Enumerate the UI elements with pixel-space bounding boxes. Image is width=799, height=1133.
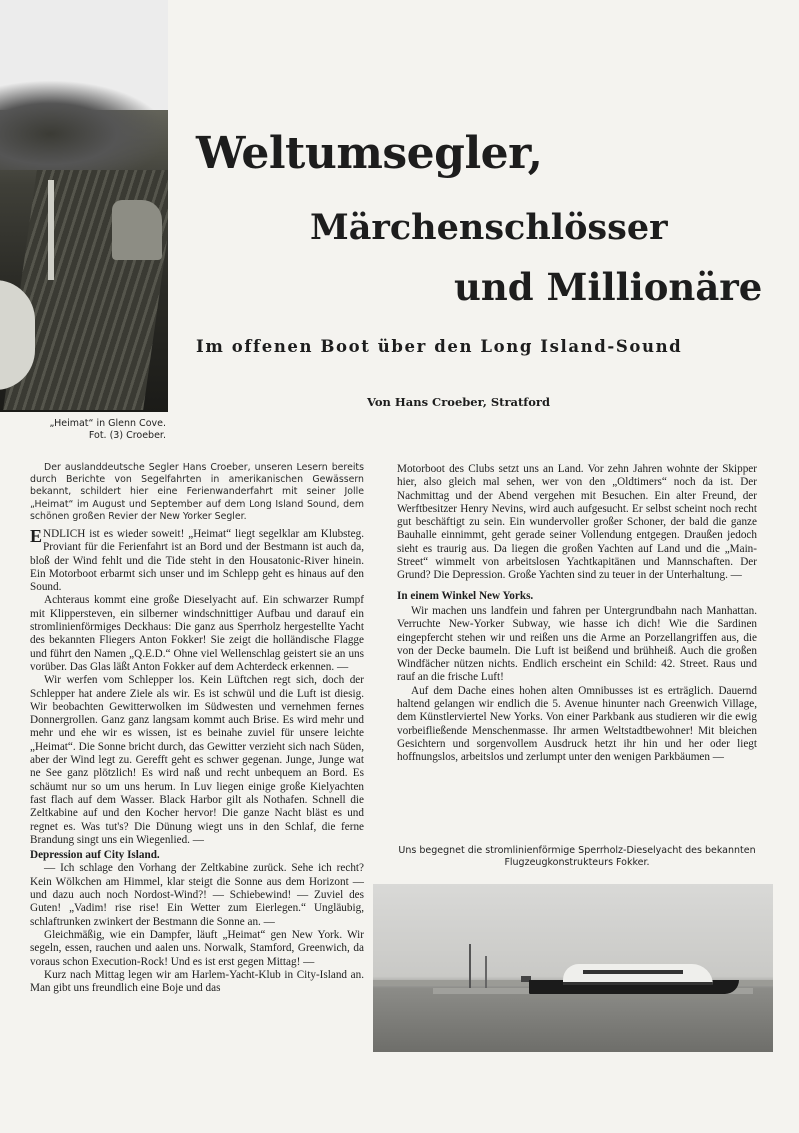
- column-right: [397, 463, 757, 765]
- column-left: [30, 528, 364, 995]
- drop-cap: E: [30, 526, 43, 546]
- paragraph: Kurz nach Mittag legen wir am Harlem-Yacht-Klub in City-Island an. Man gibt uns freundlich eine Boje und das: [30, 968, 364, 995]
- caption-line-2: Fot. (3) Croeber.: [88, 430, 166, 441]
- paragraph: ENDLICH ist es wieder soweit! „Heimat“ liegt segelklar am Klubsteg. Proviant für die Ferienfahrt ist an Bord und der Bestmann ist auch da, bloß der Wind fehlt und die Tide steht in den Housatonic-River hinein. Ein Motorboot erbarmt sich unser und im Schlepp geht es hinaus auf den Sound.: [30, 526, 364, 594]
- photo-heimat-glenn-cove: [0, 0, 168, 412]
- paragraph: Wir werfen vom Schlepper los. Kein Lüftchen regt sich, doch der Schlepper hat andere Ziele als wir. Es ist schwül und die Luft ist diesig. Wir beobachten Gewitterwolken im Südwesten und vernehmen fernes Donnergrollen. Ganz ganz langsam kommt auch Brise. Es wird mehr und mehr und ehe wir es wissen, ist es beinahe zuviel für unsere leichte „Heimat“. Die Sonne bricht durch, das Gewitter verzieht sich nach Süden, aber der Wind legt zu. Gerefft geht es schwer gegenan. Junge, Junge wat ne See ganz plötzlich! Es wird naß und recht unbequem an Bord. Es schäumt nur so um uns herum. In Luv liegen einige große Kielyachten fast flach auf dem Wasser. Black Harbor gilt als Nothafen. Schnell die Zeltkabine auf und den Kocher hervor! Die ganze Nacht bläst es und regnet es. Was tut's? Die Dünung wiegt uns in den Schlaf, die ferne Brandung singt uns ein Wiegenlied. —: [30, 674, 364, 846]
- lede: Der auslanddeutsche Segler Hans Croeber, unseren Lesern bereits durch Berichte von Segelfahrten in amerikanischen Gewässern bekannt, schildert hier eine Ferienwanderfahrt mit seiner Jolle „Heimat“ im August und September auf dem Long Island Sound, dem schönen großen Revier der New Yorker Segler.: [30, 462, 364, 522]
- title-line-3: und Millionäre: [454, 265, 763, 309]
- paragraph: Wir machen uns landfein und fahren per Untergrundbahn nach Manhattan. Verruchte New-Yorker Subway, wie hasse ich dich! Wie die Sardinen eingepfercht stehen wir und reißen uns die Arme an Porzellangriffen aus, die von der Decke baumeln. Die Luft ist beißend und brühheiß. Auch die großen Windfächer nützen nichts. Endlich erscheint ein Schild: 42. Street. Raus und rauf an die frische Luft!: [397, 604, 757, 684]
- subtitle: Im offenen Boot über den Long Island-Sound: [196, 337, 683, 356]
- section-heading: Depression auf City Island.: [30, 849, 160, 862]
- byline: Von Hans Croeber, Stratford: [367, 395, 551, 409]
- paragraph: Achteraus kommt eine große Dieselyacht auf. Ein schwarzer Rumpf mit Klippersteven, ein silberner windschnittiger Aufbau und darauf ein stromlinienförmiges Deckhaus: Die ganz aus Sperrholz hergestellte Yacht des bekannten Fliegers Anton Fokker! Sie zeigt die holländische Flagge und führt den Namen „Q.E.D.“ Ohne viel Wellenschlag geistert sie an uns vorüber. Das Glas läßt Anton Fokker auf dem Achterdeck erkennen. —: [30, 594, 364, 673]
- paragraph: Motorboot des Clubs setzt uns an Land. Vor zehn Jahren wohnte der Skipper hier, also gleich mal sehen, wer von den „Oldtimers“ noch da ist. Der Nachmittag und der Abend vergehen mit Besuchen. Ein alter Freund, der Werftbesitzer Henry Nevins, wird auch aufgesucht. Er selbst scheint noch recht gut beschäftigt zu sein. Ein wundervoller großer Schoner, der bald die ganze Bauhalle einnimmt, geht gerade seiner Vollendung entgegen. Draußen jedoch sieht es traurig aus. Da liegen die großen Yachten auf Land und die „Main-Street“ wimmelt von arbeitslosen Yachtkapitänen und Mannschaften. Der Grund? Die Depression. Große Yachten sind zu teuer in der Unterhaltung. —: [397, 463, 757, 582]
- paragraph: Gleichmäßig, wie ein Dampfer, läuft „Heimat“ gen New York. Wir segeln, essen, rauchen und aalen uns. Norwalk, Stamford, Greenwich, da voraus schon Execution-Rock! Und es ist erst gegen Mittag! —: [30, 928, 364, 968]
- photo-yacht-caption: Uns begegnet die stromlinienförmige Sperrholz-Dieselyacht des bekannten Flugzeugkonstrukteurs Fokker.: [398, 845, 756, 868]
- photo-fokker-yacht: [373, 884, 773, 1052]
- paragraph: Auf dem Dache eines hohen alten Omnibusses ist es erträglich. Dauernd haltend gelangen wir endlich die 5. Avenue hinunter nach Greenwich Village, dem Künstlerviertel New Yorks. Von einer Parkbank aus studieren wir die ewig vorbeifließende Menschenmasse. Ihr armen Weltstadtbewohner! Mit bleichen Gesichtern und sorgenvollem Ausdruck hetzt ihr hin und her oder liegt hoffnungslos, arbeitslos und zerlumpt unter den wenigen Parkbäumen —: [397, 684, 757, 764]
- section-heading: In einem Winkel New Yorks.: [397, 589, 534, 602]
- paragraph: — Ich schlage den Vorhang der Zeltkabine zurück. Sehe ich recht? Kein Wölkchen am Himmel, klar steigt die Sonne aus dem Horizont — und dazu auch noch Nordost-Wind?! — Schiebewind! — Zuviel des Guten! „Vadim! rise rise! Ein Wetter zum Eierlegen.“ Ungläubig, schlaftrunken zwinkert der Bestmann die Sonne an. —: [30, 862, 364, 928]
- photo-top-caption: [6, 418, 166, 442]
- title-line-1: Weltumsegler,: [196, 128, 543, 179]
- title-line-2: Märchenschlösser: [310, 207, 668, 248]
- caption-line-1: „Heimat“ in Glenn Cove.: [49, 418, 166, 429]
